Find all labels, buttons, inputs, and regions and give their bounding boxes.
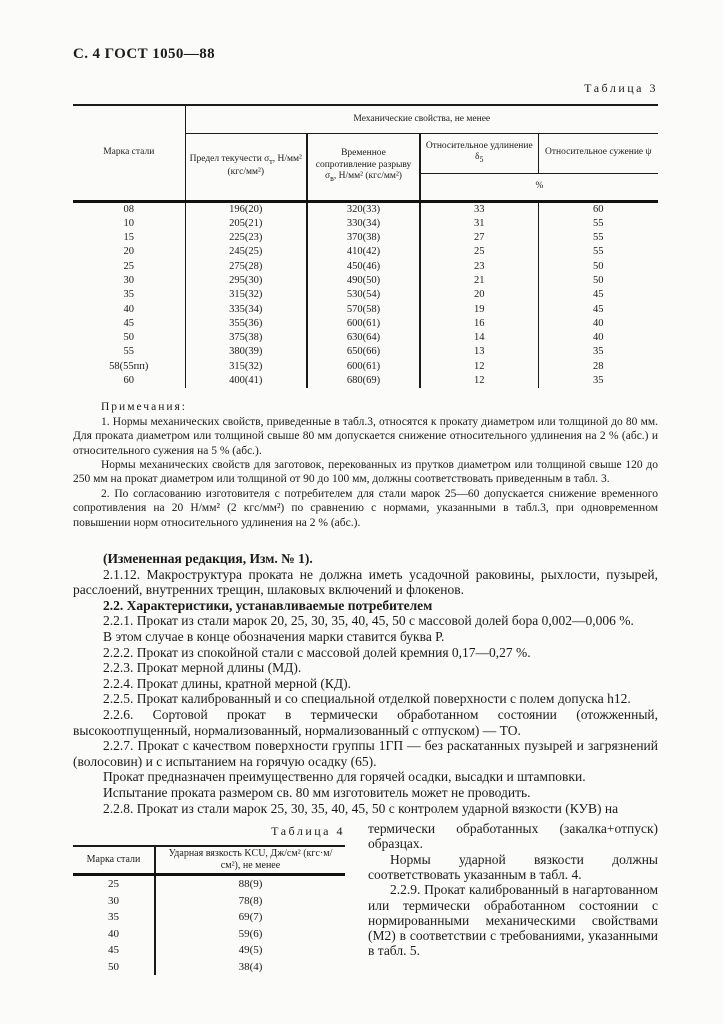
notes-label: Примечания: [101,401,187,414]
table-cell-tensile: 600(61) [307,360,420,374]
table-row [73,288,658,302]
table3-body [73,201,658,388]
table-cell-grade: 35 [123,289,134,301]
table-cell-contraction: 28 [538,360,658,374]
table-row [73,875,345,893]
clause-2-2-4: 2.2.4. Прокат длины, кратной мерной (КД). [103,675,352,691]
table-cell-tensile: 450(46) [307,260,420,274]
table-cell-tensile: 320(33) [307,201,420,217]
table-cell-contraction: 50 [538,260,658,274]
clause-2-2-5: 2.2.5. Прокат калиброванный и со специальной отделкой поверхности с полем допуска h12. [103,691,631,707]
table-cell-contraction: 35 [538,374,658,388]
col-header-contraction: Относительное сужение ψ [538,133,658,173]
yield-units: , Н/мм² (кгс/мм²) [227,154,302,178]
yield-subscript: т [269,156,273,166]
impact-strength-norms-note: Нормы ударной вязкости должны соответствовать указанным в табл. 4. [368,851,658,882]
clause-2-2-3: 2.2.3. Прокат мерной длины (МД). [103,660,302,676]
table-row [73,909,345,926]
body-text [73,551,658,816]
table-row [73,217,658,231]
table-cell-grade: 45 [108,944,119,957]
table-cell-elong: 16 [420,317,538,331]
table-cell-grade: 15 [123,232,134,244]
table-cell-elong: 31 [420,217,538,231]
clause-2-2-9: 2.2.9. Прокат калиброванный в нагартованном или термически обработанном состоянии с нормированными механическими свойствами (М2) в соответствии с требованиями, указанными в табл. 5. [368,882,658,959]
table-cell-contraction: 40 [538,317,658,331]
table-cell-grade: 10 [123,217,134,229]
table-cell-contraction: 55 [538,231,658,245]
table3-caption: Таблица 3 [584,81,658,95]
table-row [73,317,658,331]
table-cell-grade: 30 [108,894,119,907]
section-2-2-heading: 2.2. Характеристики, устанавливаемые потребителем [103,597,433,613]
table-cell-contraction: 55 [538,217,658,231]
table-cell-tensile: 680(69) [307,374,420,388]
table-cell-tensile: 490(50) [307,274,420,288]
table-cell-yield: 380(39) [185,345,307,359]
table-row [73,360,658,374]
table-cell-grade: 58(55пп) [109,360,149,372]
table-cell-grade: 35 [108,911,119,924]
col-header-grade: Марка стали [73,105,185,201]
table-cell-grade: 45 [123,317,134,329]
clause-2-2-8-continued: термически обработанных (закалка+отпуск) образцах. [368,821,658,852]
table-cell-contraction: 55 [538,245,658,259]
col-header-group: Механические свойства, не менее [185,105,658,133]
table-cell-yield: 295(30) [185,274,307,288]
table-cell-elong: 27 [420,231,538,245]
clause-2-2-7-continued: Прокат предназначен преимущественно для горячей осадки, высадки и штамповки. [103,769,586,785]
table4-caption: Таблица 4 [271,824,345,839]
table-row [73,260,658,274]
table-row [73,245,658,259]
table-cell-tensile: 370(38) [307,231,420,245]
table-cell-tensile: 630(64) [307,331,420,345]
table-cell-yield: 225(23) [185,231,307,245]
table-cell-tensile: 530(54) [307,288,420,302]
table-cell-contraction: 60 [538,201,658,217]
table-cell-value: 88(9) [155,875,345,893]
two-column-area [73,821,658,975]
table-cell-contraction: 40 [538,331,658,345]
note-2: 2. По согласованию изготовителя с потребителем для стали марок 25—60 допускается снижение временного сопротивления на 20 Н/мм² (2 кгс/мм²) по сравнению с нормами, указанными в табл.3, при одновременном повышении норм относительного удлинения на 2 % (абс.). [73,487,658,529]
table-cell-elong: 12 [420,360,538,374]
table-row [73,926,345,943]
table-cell-elong: 25 [420,245,538,259]
table-row [73,331,658,345]
table-row [73,959,345,976]
table-cell-elong: 20 [420,288,538,302]
clause-2-2-8: 2.2.8. Прокат из стали марок 25, 30, 35, 40, 45, 50 с контролем ударной вязкости (КУВ) на [103,800,619,816]
table-cell-yield: 196(20) [185,201,307,217]
table-cell-yield: 245(25) [185,245,307,259]
table-cell-contraction: 50 [538,274,658,288]
col-header-tensile-strength [307,133,420,201]
table-cell-yield: 335(34) [185,303,307,317]
table4-header [73,846,345,875]
table-row [73,201,658,217]
table-cell-yield: 400(41) [185,374,307,388]
col-header-percent-unit: % [420,173,658,201]
clause-2-2-6: 2.2.6. Сортовой прокат в термически обработанном состоянии (отожженный, высокоотпущенный, нормализованный, нормализованный с отпуском) — ТО. [73,706,658,738]
note-1-continued: Нормы механических свойств для заготовок, перекованных из прутков диаметром или толщиной свыше 120 до 250 мм на прокат диаметром или толщиной от 90 до 100 мм, должны соответствовать приведенным в табл. 3. [73,458,658,486]
table-cell-elong: 19 [420,303,538,317]
amended-edition-note: (Измененная редакция, Изм. № 1). [103,551,313,567]
table-cell-grade: 50 [108,960,119,973]
col-header-elongation [420,133,538,173]
table-cell-tensile: 600(61) [307,317,420,331]
table-cell-value: 69(7) [155,909,345,926]
table-cell-tensile: 570(58) [307,303,420,317]
table-cell-grade: 25 [123,260,134,272]
table-cell-elong: 13 [420,345,538,359]
table4-col-header-kcu: Ударная вязкость KCU, Дж/см² (кгс·м/см²), не менее [155,846,345,875]
table-cell-tensile: 650(66) [307,345,420,359]
table-cell-grade: 50 [123,332,134,344]
table-cell-yield: 375(38) [185,331,307,345]
table-row [73,303,658,317]
table-cell-elong: 21 [420,274,538,288]
table-cell-yield: 355(36) [185,317,307,331]
table-cell-contraction: 45 [538,303,658,317]
table-cell-grade: 60 [123,375,134,387]
tensile-units: , Н/мм² (кгс/мм²) [333,171,402,182]
table-cell-value: 49(5) [155,942,345,959]
table-cell-contraction: 35 [538,345,658,359]
clause-2-2-1: 2.2.1. Прокат из стали марок 20, 25, 30, 35, 40, 45, 50 с массовой долей бора 0,002—0,006 %. [103,613,634,629]
table-cell-value: 59(6) [155,926,345,943]
tensile-subscript: в [330,174,334,184]
table3-header [73,105,658,201]
right-text-column [368,821,658,975]
clause-2-2-1-continued: В этом случае в конце обозначения марки ставится буква Р. [103,628,445,644]
clause-2-1-12: 2.1.12. Макроструктура проката не должна иметь усадочной раковины, рыхлости, пузырей, расслоений, внутренних трещин, шлаковых включений и флокенов. [73,566,658,598]
table4-header-row [73,846,345,875]
clause-2-2-7-test-note: Испытание проката размером св. 80 мм изготовитель может не проводить. [103,784,531,800]
table-cell-grade: 30 [123,274,134,286]
table4-impact-strength [73,845,345,975]
table-cell-value: 78(8) [155,893,345,910]
table-cell-elong: 14 [420,331,538,345]
notes-block [73,400,658,530]
table-cell-contraction: 45 [538,288,658,302]
table-cell-grade: 25 [73,875,155,893]
table3-header-row-group [73,105,658,133]
col-header-yield-strength [185,133,307,201]
table-cell-yield: 315(32) [185,360,307,374]
note-1: 1. Нормы механических свойств, приведенные в табл.3, относятся к прокату диаметром или толщиной до 80 мм. Для проката диаметром или толщиной свыше 80 мм допускается снижение относительного удлинения на 2 % (абс.) и относительного сужения на 5 % (абс.). [73,415,658,457]
table-row [73,374,658,388]
table-cell-tensile: 410(42) [307,245,420,259]
table-cell-value: 38(4) [155,959,345,976]
table-cell-yield: 205(21) [185,217,307,231]
table-row [73,231,658,245]
yield-label: Предел текучести σ [189,154,270,165]
table-row [73,274,658,288]
table-cell-elong: 23 [420,260,538,274]
table-row [73,893,345,910]
table-cell-yield: 315(32) [185,288,307,302]
table-cell-grade: 40 [108,927,119,940]
elongation-label: Относительное удлинение δ [425,140,533,163]
clause-2-2-7: 2.2.7. Прокат с качеством поверхности группы 1ГП — без раскатанных пузырей и загрязнений (волосовин) и с испытанием на горячую осадку (65). [73,738,658,769]
table3-mechanical-properties [73,104,658,388]
table-cell-elong: 12 [420,374,538,388]
table-cell-yield: 275(28) [185,260,307,274]
table-cell-grade: 08 [73,201,185,217]
table4-col-header-grade: Марка стали [73,846,155,875]
table-cell-grade: 40 [123,303,134,315]
table-cell-tensile: 330(34) [307,217,420,231]
page-header: С. 4 ГОСТ 1050—88 [73,46,215,62]
table4-column [73,821,345,975]
table-cell-grade: 55 [123,346,134,358]
table-cell-elong: 33 [420,201,538,217]
table-row [73,942,345,959]
table-cell-grade: 20 [123,246,134,258]
table4-body [73,875,345,976]
clause-2-2-2: 2.2.2. Прокат из спокойной стали с массовой долей кремния 0,17—0,27 %. [103,644,531,660]
table-row [73,345,658,359]
elongation-subscript: 5 [479,154,484,164]
tensile-label: Временное сопротивление разрыву σ [315,148,412,182]
